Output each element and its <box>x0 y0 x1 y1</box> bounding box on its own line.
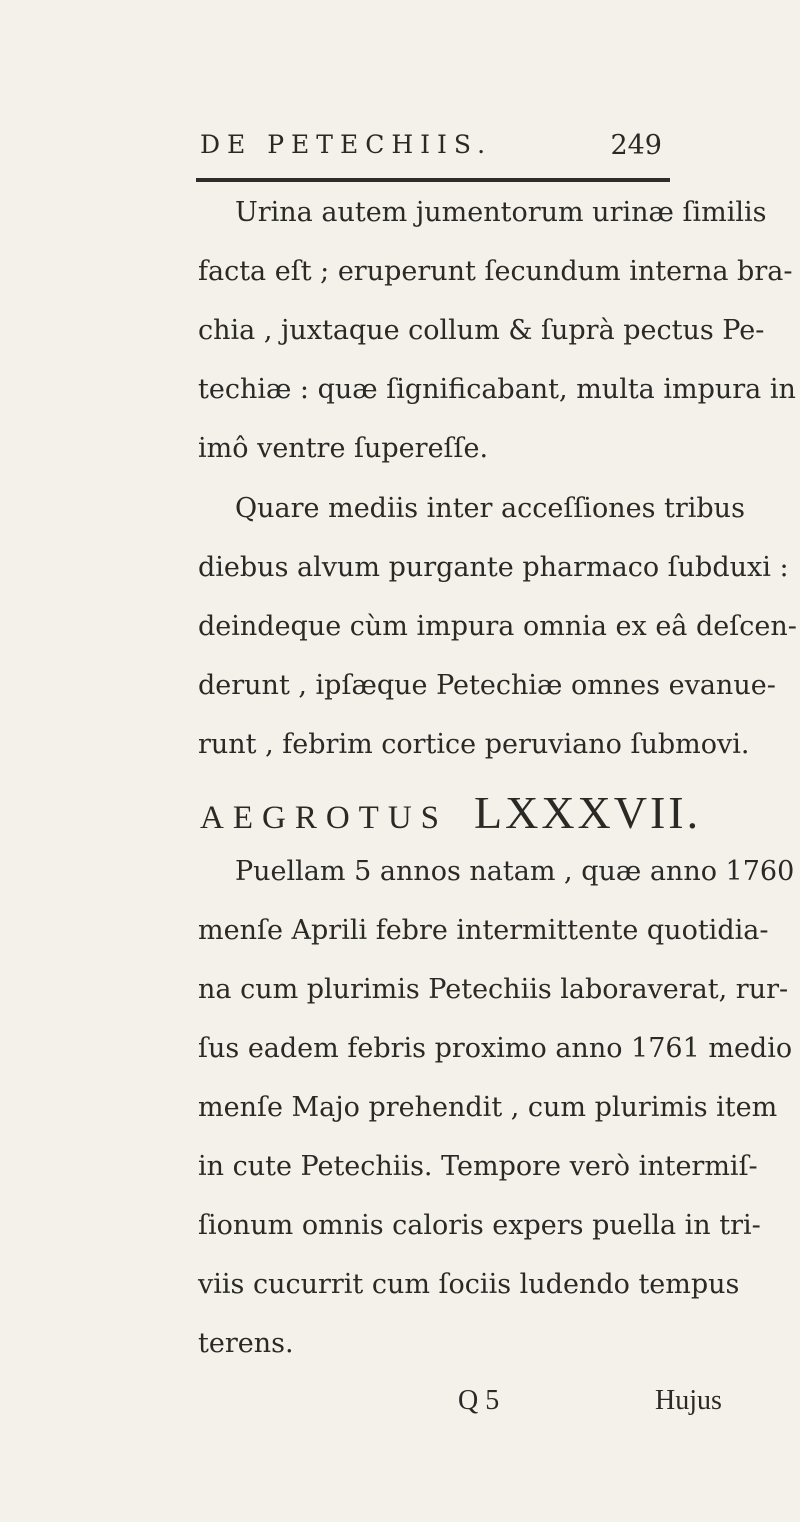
text-line: in cute Petechiis. Tempore verò intermiſ- <box>198 1151 758 1182</box>
text-line: Puellam 5 annos natam , quæ anno 1760 <box>235 856 795 887</box>
page-number: 249 <box>610 130 662 161</box>
text-line: deindeque cùm impura omnia ex eâ deſcen- <box>198 611 797 642</box>
text-line: na cum plurimis Petechiis laboraverat, rur- <box>198 974 789 1005</box>
text-line: derunt , ipſæque Petechiæ omnes evanue- <box>198 670 776 701</box>
text-line: ſionum omnis caloris expers puella in tri- <box>198 1210 761 1241</box>
heading-number: LXXXVII. <box>474 787 702 838</box>
text-line: Quare mediis inter acceſſiones tribus <box>235 493 745 524</box>
running-title: DE PETECHIIS. <box>200 130 493 159</box>
text-line: techiæ : quæ ſignificabant, multa impura in <box>198 374 796 405</box>
text-line: runt , febrim cortice peruviano ſubmovi. <box>198 729 750 760</box>
section-heading <box>200 786 701 839</box>
text-line: viis cucurrit cum ſociis ludendo tempus <box>198 1269 740 1300</box>
text-line: ſus eadem febris proximo anno 1761 medio <box>198 1033 793 1064</box>
heading-word: AEGROTUS <box>200 800 449 836</box>
signature-mark: Q 5 <box>458 1385 500 1416</box>
text-line: facta eſt ; eruperunt ſecundum interna bra- <box>198 256 793 287</box>
text-line: diebus alvum purgante pharmaco ſubduxi : <box>198 552 789 583</box>
page-header <box>200 130 670 170</box>
text-line: chia , juxtaque collum & ſuprà pectus Pe- <box>198 315 765 346</box>
catchword: Hujus <box>655 1385 722 1416</box>
text-line: terens. <box>198 1328 294 1359</box>
text-line: menſe Aprili febre intermittente quotidia- <box>198 915 769 946</box>
text-line: Urina autem jumentorum urinæ ſimilis <box>235 197 767 228</box>
text-line: menſe Majo prehendit , cum plurimis item <box>198 1092 778 1123</box>
text-line: imô ventre ſupereſſe. <box>198 433 489 464</box>
header-rule <box>196 178 670 182</box>
